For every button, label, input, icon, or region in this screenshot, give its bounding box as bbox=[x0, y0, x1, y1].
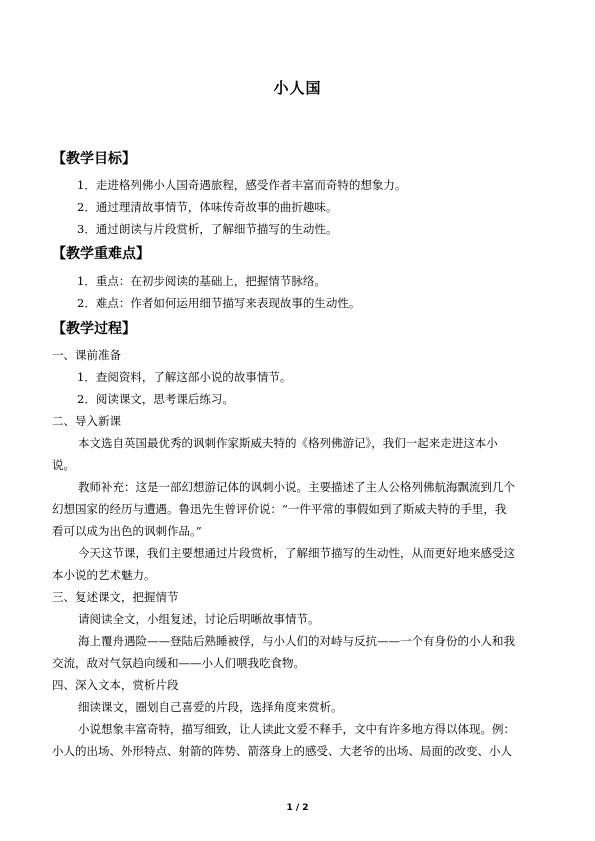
section-title-2: 二、导入新课 bbox=[52, 414, 121, 428]
s1-item-1: 1．查阅资料，了解这部小说的故事情节。 bbox=[77, 370, 292, 384]
page-number: 1 / 2 bbox=[286, 803, 309, 813]
s1-item-2: 2．阅读课文，思考课后练习。 bbox=[77, 392, 234, 406]
heading-key-points: 【教学重难点】 bbox=[52, 246, 150, 262]
s2-p3-line-2: 本小说的艺术魅力。 bbox=[52, 568, 156, 582]
s2-p3-line-1: 今天这节课，我们主要想通过片段赏析，了解细节描写的生动性，从而更好地来感受这 bbox=[78, 546, 515, 560]
heading-teaching-process: 【教学过程】 bbox=[52, 321, 136, 337]
heading-teaching-goals: 【教学目标】 bbox=[52, 151, 136, 167]
s3-p2-line-1: 海上覆舟遇险——登陆后熟睡被俘，与小人们的对峙与反抗——一个有身份的小人和我 bbox=[78, 634, 515, 648]
goal-item-3: 3．通过朗读与片段赏析，了解细节描写的生动性。 bbox=[77, 222, 338, 236]
page-title: 小人国 bbox=[273, 79, 322, 97]
s2-p1-line-1: 本文选自英国最优秀的讽刺作家斯威夫特的《格列佛游记》，我们一起来走进这本小 bbox=[78, 436, 498, 450]
s4-p2-line-1: 小说想象丰富奇特，描写细致，让人读此文爱不释手，文中有许多地方得以体现。例： bbox=[78, 722, 515, 736]
s2-p2-line-1: 教师补充：这是一部幻想游记体的讽刺小说。主要描述了主人公格列佛航海飘流到几个 bbox=[78, 480, 515, 494]
keypoint-item-2: 2．难点：作者如何运用细节描写来表现故事的生动性。 bbox=[77, 296, 361, 310]
goal-item-2: 2．通过理清故事情节，体味传奇故事的曲折趣味。 bbox=[77, 200, 338, 214]
s4-p2-line-2: 小人的出场、外形特点、射箭的阵势、箭落身上的感受、大老爷的出场、局面的改变、小人 bbox=[52, 744, 512, 758]
goal-item-1: 1．走进格列佛小人国奇遇旅程，感受作者丰富而奇特的想象力。 bbox=[77, 178, 407, 192]
s2-p1-line-2: 说。 bbox=[52, 458, 75, 472]
keypoint-item-1: 1．重点：在初步阅读的基础上，把握情节脉络。 bbox=[77, 274, 326, 288]
s2-p2-line-2: 幻想国家的经历与遭遇。鲁迅先生曾评价说：“一件平常的事假如到了斯威夫特的手里，我 bbox=[52, 502, 507, 516]
section-title-3: 三、复述课文，把握情节 bbox=[52, 590, 179, 604]
section-title-4: 四、深入文本，赏析片段 bbox=[52, 678, 179, 692]
s3-p2-line-2: 交流，敌对气氛趋向缓和——小人们喂我吃食物。 bbox=[52, 656, 305, 670]
section-title-1: 一、课前准备 bbox=[52, 348, 121, 362]
s3-p1-line-1: 请阅读全文，小组复述，讨论后明晰故事情节。 bbox=[78, 612, 320, 626]
s4-p1-line-1: 细读课文，圈划自己喜爱的片段，选择角度来赏析。 bbox=[78, 700, 343, 714]
s2-p2-line-3: 看可以成为出色的讽刺作品。” bbox=[52, 524, 202, 538]
